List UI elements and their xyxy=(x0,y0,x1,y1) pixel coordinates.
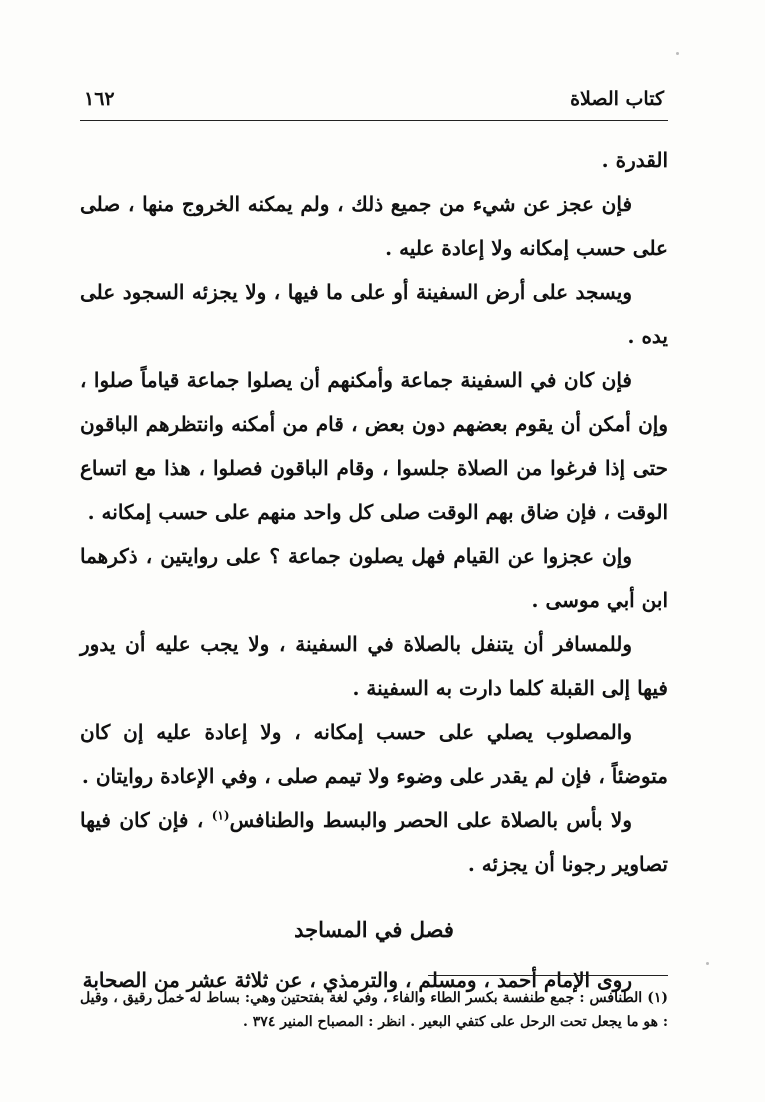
paragraph: وللمسافر أن يتنفل بالصلاة في السفينة ، ولا يجب عليه أن يدور فيها إلى القبلة كلما دارت به السفينة . xyxy=(80,632,668,700)
footnote-marker: (١) xyxy=(211,808,230,823)
paragraph-list xyxy=(80,138,668,798)
scan-speck xyxy=(676,52,679,55)
scan-speck xyxy=(706,962,709,965)
footnotes xyxy=(80,986,668,1034)
paragraph: فإن كان في السفينة جماعة وأمكنهم أن يصلوا جماعة قياماً صلوا ، وإن أمكن أن يقوم بعضهم دون بعض ، قام من أمكنه وانتظرهم الباقون حتى إذا فرغوا من الصلاة جلسوا ، وقام الباقون فصلوا ، هذا مع اتساع الوقت ، فإن ضاق بهم الوقت صلى كل واحد منهم على حسب إمكانه . xyxy=(80,368,668,524)
paragraph-carpets xyxy=(80,798,668,886)
paragraph-carpets-after: ، فإن كان فيها تصاوير رجونا أن يجزئه . xyxy=(80,808,668,876)
page-number: ١٦٢ xyxy=(84,88,115,110)
footnote-divider xyxy=(428,975,668,976)
section-first-line: روى الإمام أحمد ، ومسلم ، والترمذي ، عن ثلاثة عشر من الصحابة xyxy=(82,968,632,992)
paragraph: وإن عجزوا عن القيام فهل يصلون جماعة ؟ على روايتين ، ذكرهما ابن أبي موسى . xyxy=(80,544,668,612)
paragraph-carpets-before: ولا بأس بالصلاة على الحصر والبسط والطنافس xyxy=(229,808,632,832)
main-text xyxy=(80,138,668,1002)
section-heading: فصل في المساجد xyxy=(294,917,454,942)
paragraph: القدرة . xyxy=(601,148,668,172)
chapter-title: كتاب الصلاة xyxy=(570,88,664,110)
paragraph: ويسجد على أرض السفينة أو على ما فيها ، ولا يجزئه السجود على يده . xyxy=(80,280,668,348)
footnote: (١) الطنافس : جمع طنفسة بكسر الطاء والفاء ، وفي لغة بفتحتين وهي: بساط له خمل رقيق ، وقيل : هو ما يجعل تحت الرحل على كتفي البعير . انظر : المصباح المنير ٣٧٤ . xyxy=(80,990,668,1030)
running-header xyxy=(80,84,668,121)
paragraph: فإن عجز عن شيء من جميع ذلك ، ولم يمكنه الخروج منها ، صلى على حسب إمكانه ولا إعادة عليه . xyxy=(80,192,668,260)
paragraph: والمصلوب يصلي على حسب إمكانه ، ولا إعادة عليه إن كان متوضئاً ، فإن لم يقدر على وضوء ولا تيمم صلى ، وفي الإعادة روايتان . xyxy=(80,720,668,788)
